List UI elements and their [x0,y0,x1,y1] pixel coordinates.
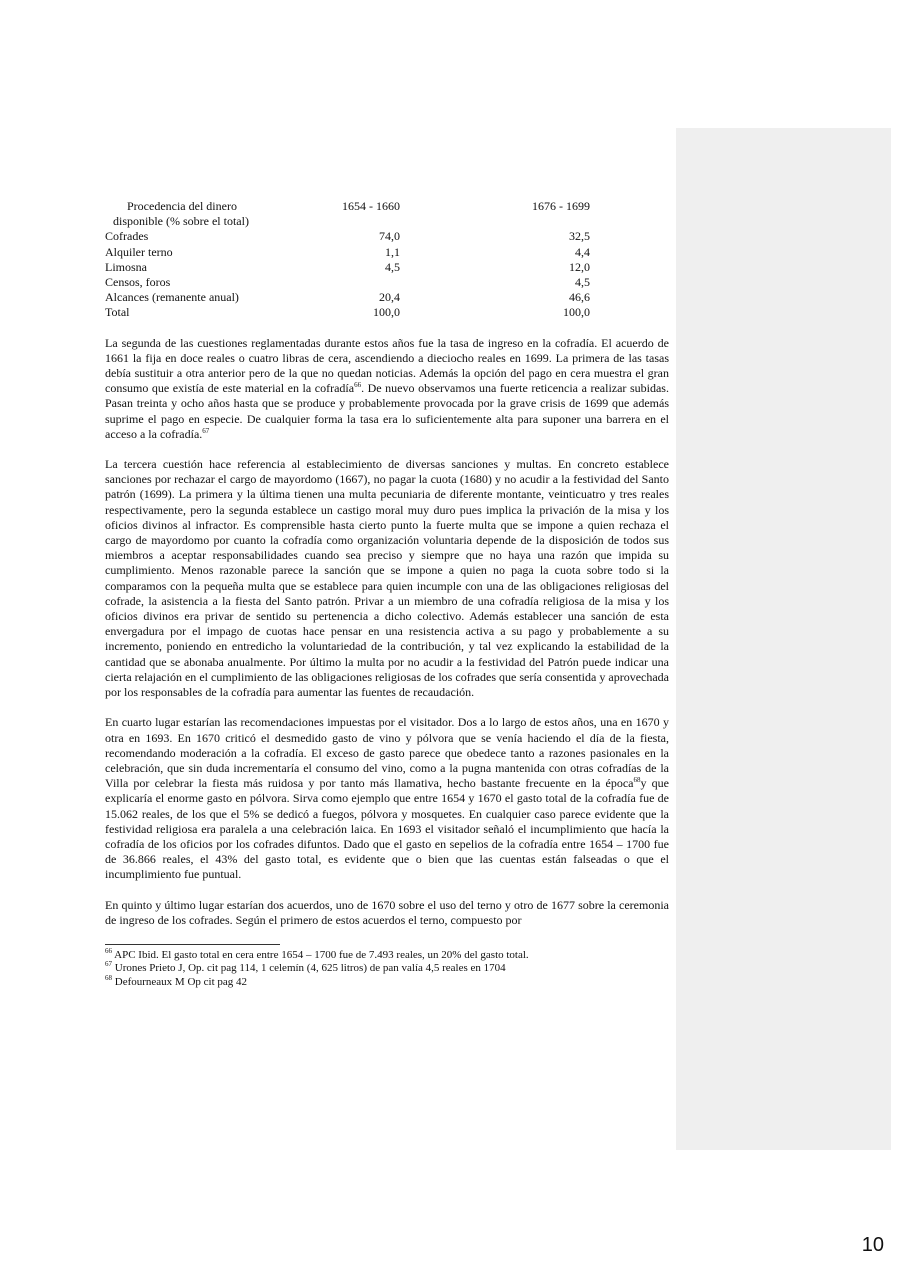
comment-margin-pane [676,128,891,1150]
row-value-2: 32,5 [569,229,590,244]
row-value-1 [342,275,400,290]
row-value-1: 20,4 [379,290,400,305]
table-header-col2: 1676 - 1699 [532,199,590,213]
table-row [105,290,590,305]
row-value-1: 4,5 [385,259,400,274]
paragraph-sanctions: La tercera cuestión hace referencia al establecimiento de diversas sanciones y multas. En concreto establece sanciones por rechazar el cargo de mayordomo (1667), no pagar la cuota (1680) y no acudir a la festividad del Santo patrón (1699). La primera y la última tienen una multa pecuniaria de diferente montante, veinticuatro y tres reales respectivamente, pero la segunda establece un castigo moral muy duro pues implica la privación de la misa y los oficios divinos al infractor. Es comprensible hasta cierto punto la fuerte multa que se impone a quien rechaza el cargo de mayordomo por cuanto la cofradía como organización voluntaria depende de la disposición de todos sus miembros a aceptar responsabilidades cuando sea preciso y siempre que no haya una razón que impida su cumplimiento. Menos razonable parece la sanción que se impone a quien no paga la cuota sobre todo si la comparamos con la pequeña multa que se establece para quien incumple con una de las obligaciones religiosas del cofrade, la asistencia a la fiesta del Santo patrón. Privar a un miembro de una cofradía religiosa de la misa y los oficios divinos era privar de sentido su pertenencia a dicho colectivo. Además establecer una sanción de esta envergadura por el impago de cuotas hace pensar en una resistencia activa a su pago y probablemente a su incremento, poniendo en entredicho la voluntariedad de la contribución, y tal vez explicando la estabilidad de la cantidad que se abonaba anualmente. Por último la multa por no acudir a la festividad del Patrón puede indicar una cierta relajación en el cumplimiento de las obligaciones religiosas de los cofrades que sería consentida y aprovechada por los responsables de la cofradía para aumentar las fuentes de recaudación. [105,457,669,700]
row-value-1: 100,0 [373,305,400,320]
page-content [105,199,669,989]
footnote-67: $^{67}$ Urones Prieto J, Op. cit pag 114, 1 celemín (4, 625 litros) de pan valía 4,5 reales en 1704 [105,960,506,975]
table-row [105,245,590,260]
paragraph-entry-fee: La segunda de las cuestiones reglamentadas durante estos años fue la tasa de ingreso en la cofradía. El acuerdo de 1661 la fija en doce reales o cuatro libras de cera, ascendiendo a dieciocho reales en 1699. La primera de las tasas debía sustituir a otra anterior pero de la que no quedan noticias. Además la opción del pago en cera muestra el gran consumo que existía de este material en la cofradía$^{66}$. De nuevo observamos una fuerte reticencia a realizar subidas. Pasan treinta y ocho años hasta que se produce y probablemente provocada por la grave crisis de 1699 que además suprime el pago en especie. De cualquier forma la tasa era lo suficientemente alta para suponer una barrera en el acceso a la cofradía.$^{67}$ [105,335,669,441]
row-value-1: 1,1 [385,244,400,259]
row-label: Total [105,305,130,320]
money-source-table [105,199,590,321]
table-row-total [105,305,590,320]
row-label: Censos, foros [105,275,171,290]
row-label: Cofrades [105,229,149,244]
footnotes [105,946,669,989]
table-header-row-2 [105,214,590,229]
table-header-label: Procedencia del dinero [127,199,237,213]
table-header-label-2: disponible (% sobre el total) [113,214,249,229]
row-value-2: 4,4 [575,244,590,259]
row-value-2: 100,0 [563,305,590,320]
footnote-divider [105,944,280,945]
table-header-col1: 1654 - 1660 [342,199,400,213]
paragraph-visitor-recommendations: En cuarto lugar estarían las recomendaciones impuestas por el visitador. Dos a lo largo de estos años, una en 1670 y otra en 1693. En 1670 criticó el desmedido gasto de vino y pólvora que se venía haciendo el día de la fiesta, recomendando moderación a la cofradía. El exceso de gasto parece que obedece tanto a razones pasionales en la celebración, que sin duda incrementaría el consumo del vino, como a la pugna mantenida con otras cofradías de la Villa por celebrar la fiesta más ruidosa y por tanto más llamativa, hecho bastante frecuente en la época$^{68}$y que explicaría el enorme gasto en pólvora. Sirva como ejemplo que entre 1654 y 1670 el gasto total de la cofradía fue de 15.062 reales, de los que el 5% se dedicó a fuegos, pólvora y mosquetes. En cualquier caso parece evidente que la festividad religiosa era paralela a una celebración laica. En 1693 el visitador señaló el incumplimiento que hacía la cofradía de los oficios por los cofrades difuntos. Dado que el gasto en sepelios de la cofradía entre 1654 – 1700 fue de 36.866 reales, el 43% del gasto total, es evidente que o bien que las cuentas están falseadas o que el incumplimiento fue puntual. [105,715,669,882]
table-header-row [105,199,590,214]
paragraph-agreements: En quinto y último lugar estarían dos acuerdos, uno de 1670 sobre el uso del terno y otro de 1677 sobre la ceremonia de ingreso de los cofrades. Según el primero de estos acuerdos el terno, compuesto por [105,897,669,927]
table-row [105,229,590,244]
row-value-2: 4,5 [575,275,590,290]
row-value-2: 46,6 [569,290,590,305]
row-value-2: 12,0 [569,259,590,274]
row-label: Limosna [105,259,147,274]
footnote-ref-67[interactable]: 67 [202,426,210,435]
footnote-66: $^{66}$ APC Ibid. El gasto total en cera entre 1654 – 1700 fue de 7.493 reales, un 20% del gasto total. [105,946,529,961]
row-label: Alcances (remanente anual) [105,290,239,305]
table-row [105,275,590,290]
footnote-68: $^{68}$ Defourneaux M Op cit pag 42 [105,973,248,988]
footnote-ref-66[interactable]: 66 [354,381,362,390]
page-number: 10 [861,1234,884,1256]
row-value-1: 74,0 [379,229,400,244]
table-row [105,260,590,275]
row-label: Alquiler terno [105,244,173,259]
footnote-ref-68[interactable]: 68 [633,776,641,785]
